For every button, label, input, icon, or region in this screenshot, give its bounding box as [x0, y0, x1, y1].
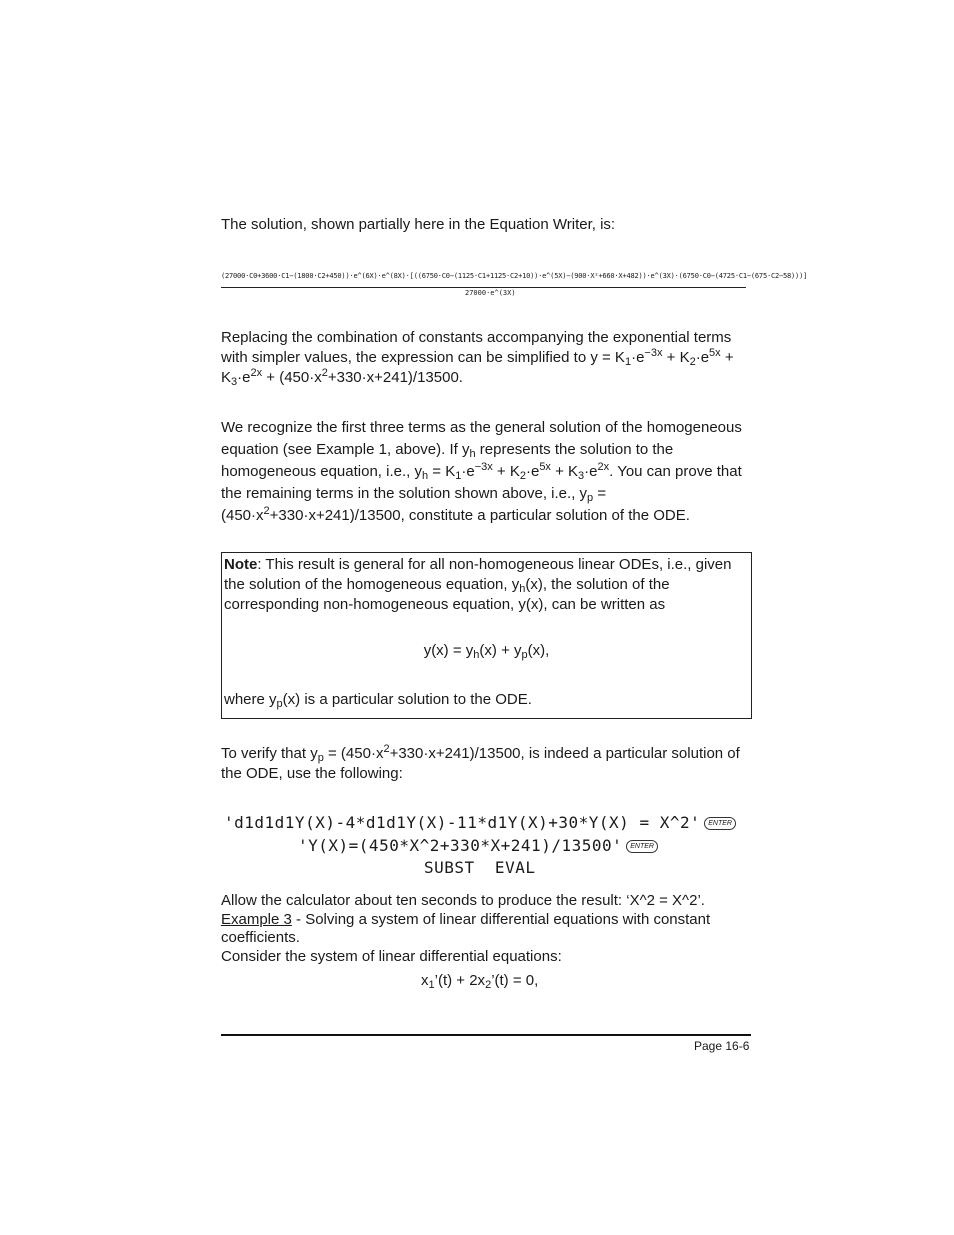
example-3-heading: Example 3 - Solving a system of linear differential equations with constant coefficients. [221, 911, 711, 946]
note-where: where $y_p(x)$ is a particular solution to the ODE. [224, 691, 532, 710]
equation-writer-strip [221, 270, 808, 298]
system-equation-1: $x_1’(t)$ + $2x_2’(t) = 0$, [421, 972, 539, 991]
paragraph-simplified: Replacing the combination of constants accompanying the exponential terms with simpler values, the expression can be simplified to $y = K_1\cdot e^{-3x} + K_2\cdot e^{5x} + K_3\cdot e^{2x} + (450\cdot x^2+330\cdot x+241)/13500$. [221, 329, 734, 388]
footer-rule [221, 1034, 751, 1036]
code-line-1: 'd1d1d1Y(X)-4*d1d1Y(X)-11*d1Y(X)+30*Y(X) = X^2' ENTER [224, 813, 736, 832]
equation-denominator: 27000·e^(3X) [465, 289, 516, 297]
paragraph-homogeneous: We recognize the first three terms as the general solution of the homogeneous equation (see Example 1, above). If $y_h$ represents the solution to the homogeneous equation, i.e., $y_h = K_1\cdot e^{-3x} + K_2\cdot e^{5x} + K_3\cdot e^{2x}$. You can prove that the remaining terms in the solution shown above, i.e., $y_p = (450\cdot x^2+330\cdot x+241)/13500$, constitute a particular solution of the ODE. [221, 419, 742, 524]
page-number: Page 16-6 [694, 1039, 750, 1053]
code-line-2: 'Y(X)=(450*X^2+330*X+241)/13500' ENTER [298, 836, 658, 855]
allow-text: Allow the calculator about ten seconds to produce the result: ‘X^2 = X^2’. [221, 892, 705, 909]
fraction-bar [221, 287, 746, 288]
consider-text: Consider the system of linear differential equations: [221, 948, 562, 965]
note-box [221, 552, 752, 719]
paragraph-verify: To verify that $y_p = (450\cdot x^2+330\cdot x+241)/13500$, is indeed a particular solution of the ODE, use the following: [221, 743, 740, 782]
intro-text: The solution, shown partially here in the Equation Writer, is: [221, 216, 616, 233]
enter-key-icon: ENTER [704, 817, 736, 830]
note-text: Note: This result is general for all non-homogeneous linear ODEs, i.e., given the solution of the homogeneous equation, $y_h(x)$, the solution of the corresponding non-homogeneous equation, y(x), can be written as [224, 556, 732, 613]
code-line-3: SUBST EVAL [424, 858, 536, 877]
note-label: Note [224, 556, 258, 573]
equation-numerator: (27000·C0+3600·C1−(1800·C2+450))·e^(6X)·e^(8X)·[((6750·C0−(1125·C1+1125·C2+10))·e^(5X)−(900·X²+660·X+482))·e^(3X)·(6750·C0−(4725·C1−(675·C2−58)))] [221, 272, 808, 280]
note-formula: $y(x) = y_h(x) + y_p(x)$, [423, 642, 550, 661]
example-3-link[interactable]: Example 3 [221, 911, 292, 928]
enter-key-icon: ENTER [626, 840, 658, 853]
